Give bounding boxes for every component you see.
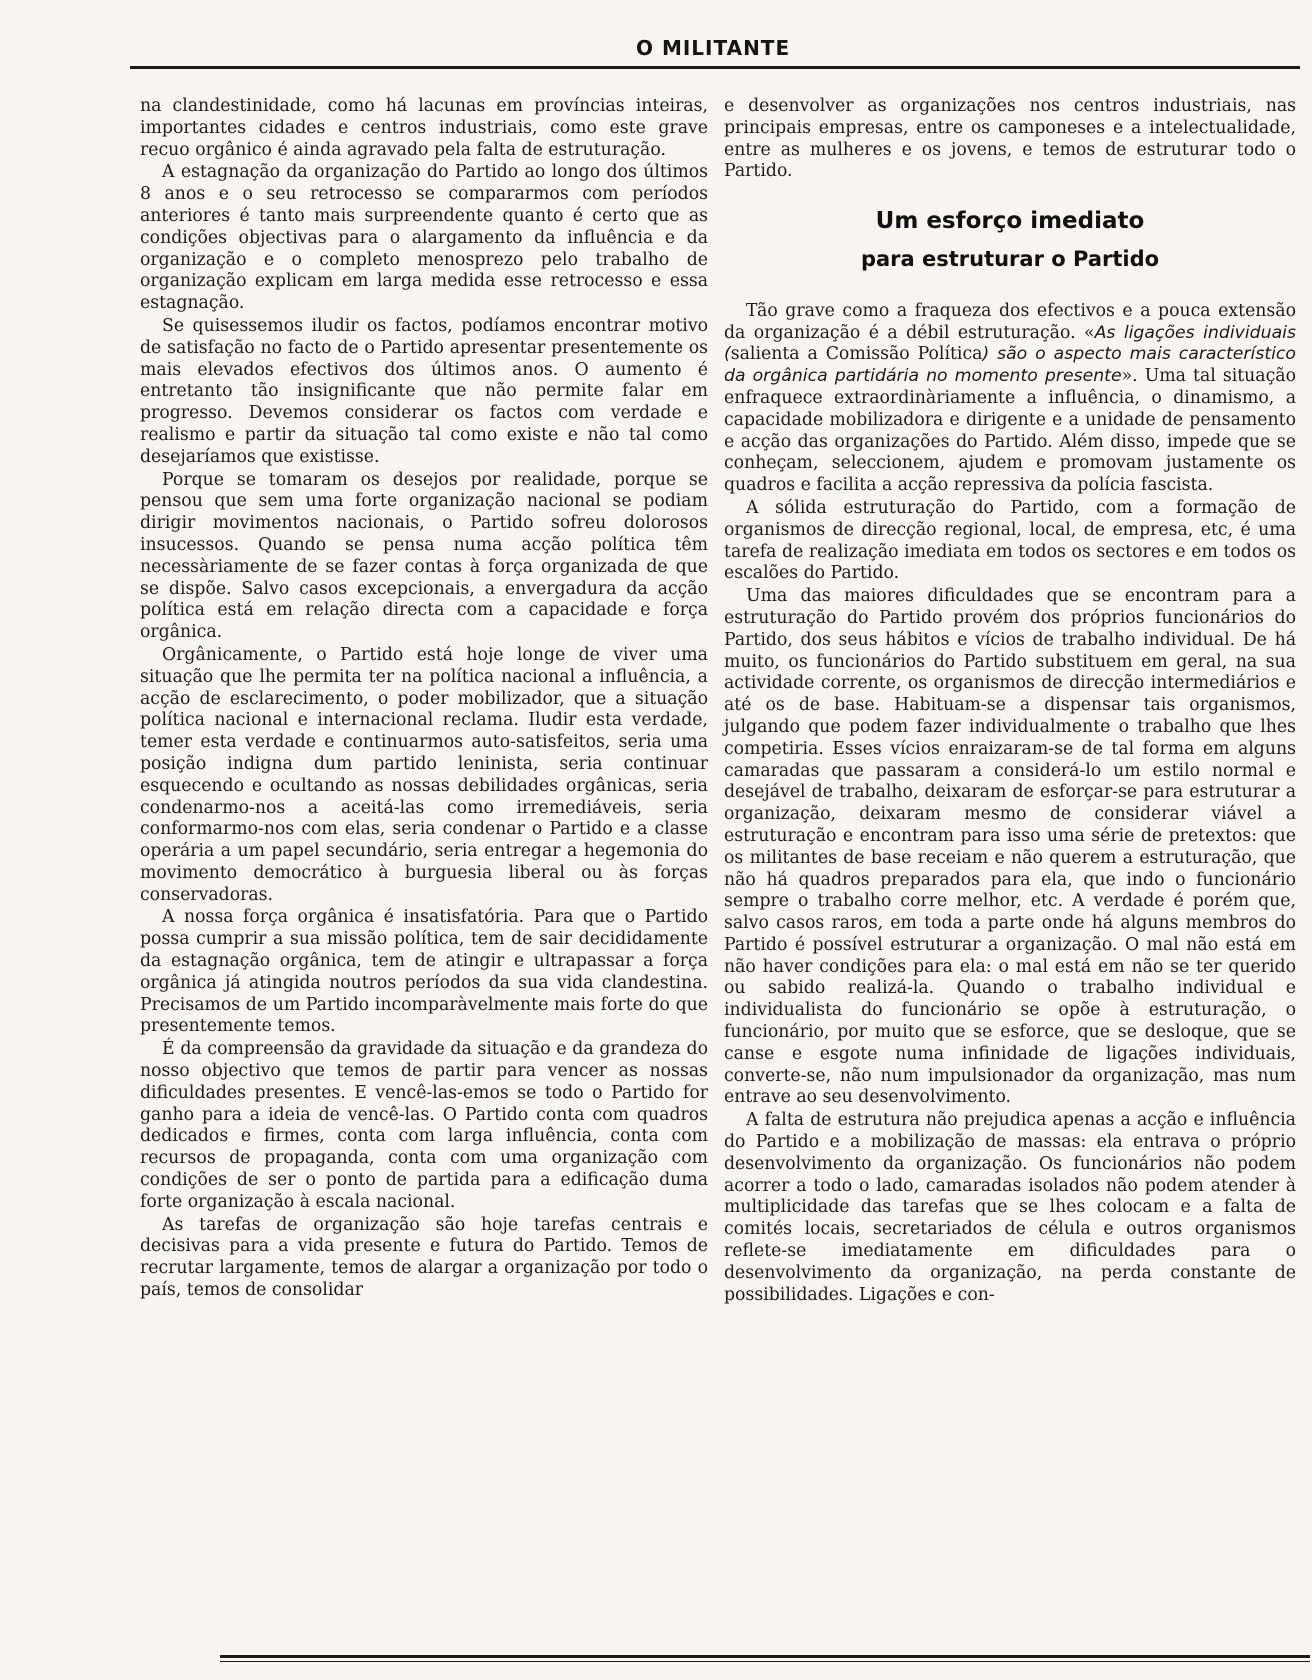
paragraph: Uma das maiores dificuldades que se encontram para a estruturação do Partido provém dos próprios funcionários do Partido, dos seus hábitos e vícios de trabalho individual. De há muito, os funcionários do Partido substituem em geral, na sua actividade corrente, os organismos de direcção intermediários e até os de base. Habituam-se a dispensar tais organismos, julgando que podem fazer individualmente o trabalho que lhes competiria. Esses vícios enraizaram-se de tal forma em alguns camaradas que passaram a considerá-lo um estilo normal e desejável de trabalho, deixaram de esforçar-se para estruturar a organização, deixaram mesmo de considerar viável a estruturação e encontram para isso uma série de pretextos: que os militantes de base receiam e não querem a estruturação, que não há quadros preparados para ela, que indo o funcionário sempre o trabalho corre melhor, etc. A verdade é porém que, salvo casos raros, em toda a parte onde há alguns membros do Partido é possível estruturar a organização. O mal não está em não haver condições para ela: o mal está em não se ter querido ou sabido realizá-la. Quando o trabalho individual e individualista do funcionário se opõe à estruturação, o funcionário, por muito que se esforce, que se desloque, que se canse e esgote numa infinidade de ligações individuais, converte-se, não num impulsionador da organização, mas num entrave ao seu desenvolvimento. bbox=[724, 586, 1296, 1108]
paragraph: Se quisessemos iludir os factos, podíamos encontrar motivo de satisfação no facto de o Partido apresentar presentemente os mais elevados efectivos dos últimos anos. O aumento é entretanto tão insignificante que não permite falar em progresso. Devemos considerar os factos com verdade e realismo e partir da situação tal como existe e não tal como desejaríamos que existisse. bbox=[140, 315, 708, 467]
section-heading bbox=[724, 208, 1296, 271]
right-column bbox=[724, 96, 1296, 1306]
text-run: Tão grave como a fraqueza dos efectivos e a pouca extensão da organização é a débil estruturação. « bbox=[724, 300, 1296, 343]
paragraph: É da compreensão da gravidade da situação e da grandeza do nosso objectivo que temos de partir para vencer as nossas dificuldades presentes. E vencê-las-emos se todo o Partido for ganho para a ideia de vencê-las. O Partido conta com quadros dedicados e firmes, conta com larga influência, conta com recursos de propaganda, conta com uma organização com condições de ser o ponto de partida para a edificação duma forte organização à escala nacional. bbox=[140, 1039, 708, 1212]
left-column bbox=[140, 96, 708, 1302]
section-title-line1: Um esforço imediato bbox=[875, 208, 1145, 235]
paragraph-continuation: e desenvolver as organizações nos centros industriais, nas principais empresas, entre os camponeses e a intelectualidade, entre as mulheres e os jovens, e temos de estruturar todo o Partido. bbox=[724, 96, 1296, 182]
header-rule bbox=[130, 66, 1300, 69]
quote-text: ) são o aspecto mais característico da orgânica partidária no momento presente bbox=[724, 344, 1296, 387]
paragraph: A estagnação da organização do Partido ao longo dos últimos 8 anos e o seu retrocesso se compararmos com períodos anteriores é tanto mais surpreendente quanto é certo que as condições objectivas para o alargamento da influência e da organização e o completo menosprezo pelo trabalho de organização explicam em larga medida esse retrocesso e essa estagnação. bbox=[140, 162, 708, 314]
paragraph: A nossa força orgânica é insatisfatória. Para que o Partido possa cumprir a sua missão política, tem de sair decididamente da estagnação orgânica, tem de atingir e ultrapassar a força orgânica já atingida noutros períodos da sua vida clandestina. Precisamos de um Partido incomparàvelmente mais forte do que presentemente temos. bbox=[140, 907, 708, 1037]
masthead-title: O MILITANTE bbox=[636, 36, 791, 60]
paragraph: A falta de estrutura não prejudica apenas a acção e influência do Partido e a mobilização de massas: ela entrava o próprio desenvolvimento da organização. Os funcionários não podem acorrer a todo o lado, camaradas isolados não podem atender à multiplicidade das tarefas que se lhes colocam e a falta de comités locais, secretariados de célula e outros organismos reflete-se imediatamente em dificuldades para o desenvolvimento da organização, na perda constante de possibilidades. Ligações e con- bbox=[724, 1110, 1296, 1305]
section-title-line2: para estruturar o Partido bbox=[860, 246, 1160, 271]
paragraph: A sólida estruturação do Partido, com a formação de organismos de direcção regional, local, de empresa, etc, é uma tarefa de realização imediata em todos os sectores e em todos os escalões do Partido. bbox=[724, 497, 1296, 584]
paragraph bbox=[724, 301, 1296, 497]
footer-rule bbox=[220, 1655, 1310, 1658]
paragraph: Porque se tomaram os desejos por realidade, porque se pensou que sem uma forte organização nacional se podiam dirigir movimentos nacionais, o Partido sofreu dolorosos insucessos. Quando se pensa numa acção política têm necessàriamente de se fazer contas à força organizada de que se dispõe. Salvo casos excepcionais, a envergadura da acção política está em relação directa com a capacidade e força orgânica. bbox=[140, 469, 708, 643]
paragraph: na clandestinidade, como há lacunas em províncias inteiras, importantes cidades e centros industriais, como este grave recuo orgânico é ainda agravado pela falta de estruturação. bbox=[140, 96, 708, 160]
quote-text: As ligações individuais ( bbox=[724, 322, 1296, 365]
paragraph: Orgânicamente, o Partido está hoje longe de viver uma situação que lhe permita ter na política nacional a influência, a acção de esclarecimento, o poder mobilizador, que a situação política nacional e internacional reclama. Iludir esta verdade, temer esta verdade e continuarmos auto-satisfeitos, seria uma posição indigna dum partido leninista, seria continuar esquecendo e ocultando as nossas debilidades orgânicas, seria condenarmo-nos a aceitá-las como irremediáveis, seria conformarmo-nos com elas, seria condenar o Partido e a classe operária a um papel secundário, seria entregar a hegemonia do movimento democrático à burguesia liberal ou às forças conservadoras. bbox=[140, 644, 708, 905]
footer-rule-thin bbox=[220, 1661, 1310, 1662]
paragraph: As tarefas de organização são hoje tarefas centrais e decisivas para a vida presente e futura do Partido. Temos de recrutar largamente, temos de alargar a organização por todo o país, temos de consolidar bbox=[140, 1214, 708, 1301]
text-run: salienta a Comissão Política bbox=[730, 344, 983, 365]
text-run: ». Uma tal situação enfraquece extraordinàriamente a influência, o dinamismo, a capacidade mobilizadora e dirigente e a unidade de pensamento e acção das organizações do Partido. Além disso, impede que se conheçam, seleccionem, ajudem e promovam justamente os quadros e facilita a acção repressiva da polícia fascista. bbox=[724, 366, 1296, 496]
